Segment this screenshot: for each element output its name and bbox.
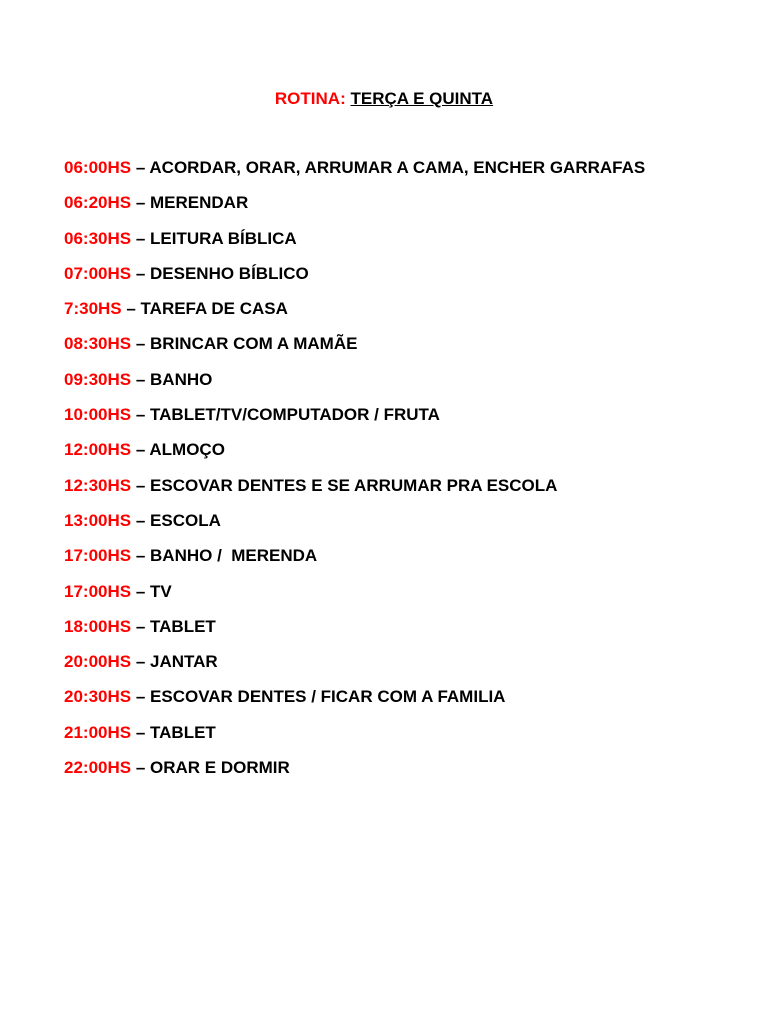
schedule-separator: – <box>131 475 151 495</box>
schedule-separator: – <box>131 581 151 601</box>
schedule-separator: – <box>131 369 151 389</box>
schedule-time: 06:30HS <box>64 228 132 248</box>
schedule-item <box>64 722 754 757</box>
schedule-item <box>64 439 754 474</box>
schedule-activity: ALMOÇO <box>149 440 225 460</box>
schedule-activity: MERENDAR <box>150 193 249 213</box>
schedule-item <box>64 545 754 580</box>
schedule-item <box>64 475 754 510</box>
schedule-item <box>64 404 754 439</box>
schedule-separator: – <box>131 263 151 283</box>
schedule-time: 12:00HS <box>64 440 132 460</box>
schedule-separator: – <box>131 510 151 530</box>
schedule-separator: – <box>131 546 151 566</box>
schedule-item <box>64 192 754 227</box>
title-label: ROTINA: <box>274 89 346 108</box>
schedule-time: 21:00HS <box>64 722 132 742</box>
schedule-activity: TABLET/TV/COMPUTADOR / FRUTA <box>150 405 440 425</box>
schedule-time: 17:00HS <box>64 581 132 601</box>
schedule-activity: LEITURA BÍBLICA <box>150 228 297 248</box>
schedule-item <box>64 333 754 368</box>
schedule-item <box>64 263 754 298</box>
schedule-activity: TAREFA DE CASA <box>140 299 288 319</box>
schedule-item <box>64 157 754 192</box>
schedule-item <box>64 651 754 686</box>
schedule-separator: – <box>131 616 151 636</box>
schedule-item <box>64 686 754 721</box>
schedule-separator: – <box>131 722 151 742</box>
schedule-item <box>64 616 754 651</box>
schedule-activity: BANHO / MERENDA <box>150 546 318 566</box>
schedule-item <box>64 369 754 404</box>
schedule-separator: – <box>131 228 151 248</box>
schedule-time: 13:00HS <box>64 510 132 530</box>
page-title <box>0 88 768 110</box>
schedule-time: 08:30HS <box>64 334 132 354</box>
schedule-separator: – <box>121 299 141 319</box>
schedule-separator: – <box>131 405 151 425</box>
schedule-item <box>64 757 754 792</box>
schedule-activity: ESCOLA <box>150 510 221 530</box>
schedule-time: 20:00HS <box>64 652 132 672</box>
schedule-activity: JANTAR <box>150 652 218 672</box>
schedule-item <box>64 228 754 263</box>
schedule-item <box>64 510 754 545</box>
schedule-activity: ESCOVAR DENTES / FICAR COM A FAMILIA <box>150 687 506 707</box>
schedule-time: 18:00HS <box>64 616 132 636</box>
schedule-time: 20:30HS <box>64 687 132 707</box>
schedule-time: 22:00HS <box>64 758 132 778</box>
schedule-time: 10:00HS <box>64 405 132 425</box>
schedule-activity: BANHO <box>150 369 213 389</box>
schedule-activity: BRINCAR COM A MAMÃE <box>150 334 358 354</box>
schedule-activity: TV <box>150 581 172 601</box>
schedule-activity: TABLET <box>150 616 216 636</box>
schedule-item <box>64 298 754 333</box>
schedule-separator: – <box>131 193 151 213</box>
schedule-activity: DESENHO BÍBLICO <box>150 263 309 283</box>
schedule-activity: ESCOVAR DENTES E SE ARRUMAR PRA ESCOLA <box>150 475 558 495</box>
schedule-list <box>64 157 754 792</box>
schedule-time: 09:30HS <box>64 369 132 389</box>
schedule-separator: – <box>131 758 151 778</box>
title-days: TERÇA E QUINTA <box>350 89 494 108</box>
schedule-separator: – <box>131 440 150 460</box>
schedule-separator: – <box>131 687 151 707</box>
schedule-separator: – <box>131 334 151 354</box>
schedule-time: 06:20HS <box>64 193 132 213</box>
schedule-time: 17:00HS <box>64 546 132 566</box>
schedule-item <box>64 581 754 616</box>
schedule-activity: ACORDAR, ORAR, ARRUMAR A CAMA, ENCHER GARRAFAS <box>149 158 646 177</box>
schedule-separator: – <box>131 652 151 672</box>
schedule-time: 06:00HS <box>64 158 132 177</box>
schedule-time: 12:30HS <box>64 475 132 495</box>
schedule-activity: ORAR E DORMIR <box>150 758 290 778</box>
schedule-separator: – <box>131 158 150 177</box>
schedule-activity: TABLET <box>150 722 216 742</box>
schedule-time: 07:00HS <box>64 263 132 283</box>
schedule-time: 7:30HS <box>64 299 122 319</box>
